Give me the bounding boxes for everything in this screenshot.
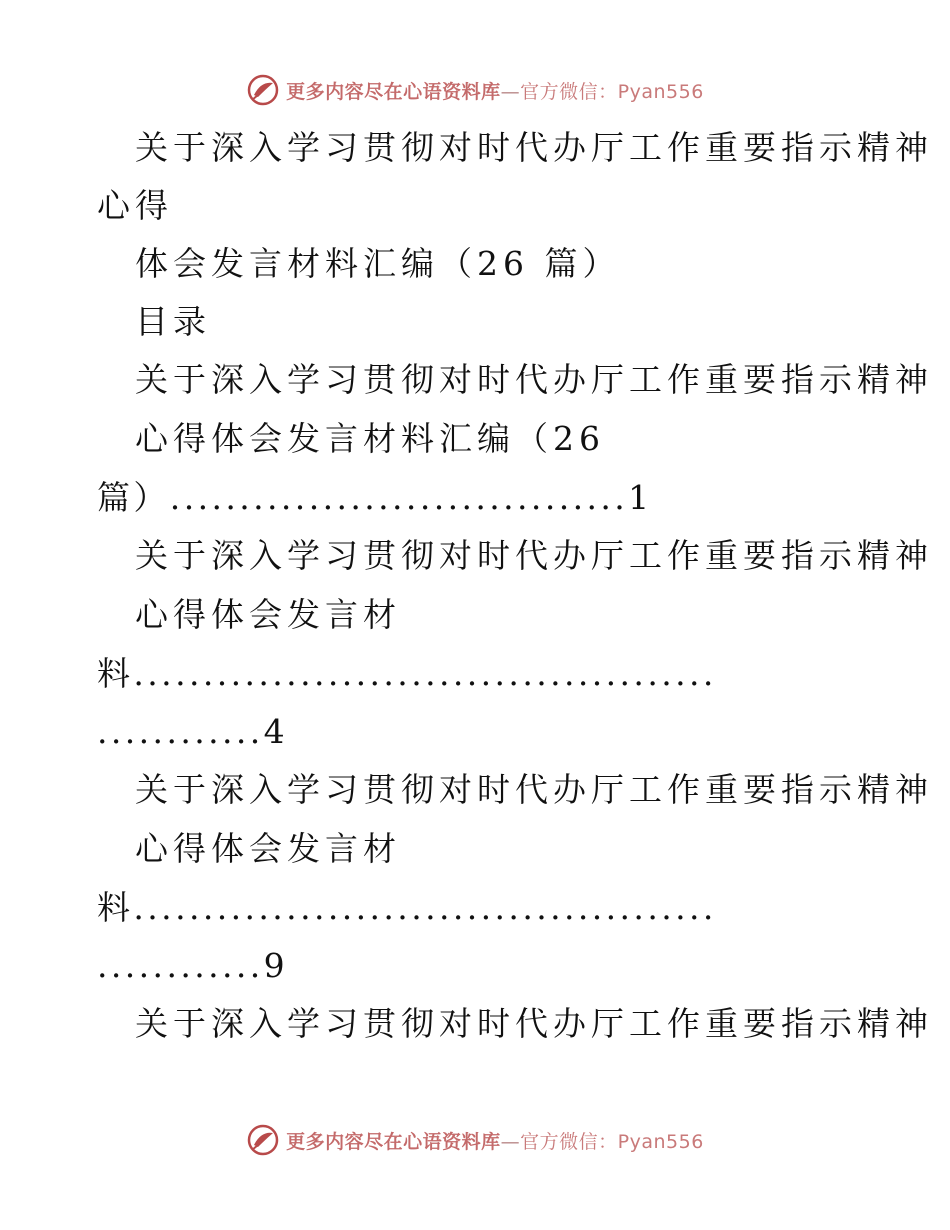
- doc-title-line-2: 心得: [97, 186, 173, 225]
- toc-entry-1-line-1[interactable]: 关于深入学习贯彻对时代办厅工作重要指示精神: [135, 360, 933, 399]
- toc-entry-1-line-3[interactable]: 篇）.................................1: [97, 478, 653, 517]
- toc-entry-3-line-1[interactable]: 关于深入学习贯彻对时代办厅工作重要指示精神: [135, 770, 933, 809]
- toc-entry-2-line-3[interactable]: 料..........................................: [97, 654, 717, 693]
- footer-banner-text: [286, 1127, 704, 1154]
- doc-title-line-3: 体会发言材料汇编（26 篇）: [135, 244, 621, 283]
- footer-brand-suffix: 官方微信：Pyan556: [520, 1130, 704, 1153]
- header-brand-separator: —: [500, 80, 521, 103]
- header-brand-suffix: 官方微信：Pyan556: [520, 80, 704, 103]
- pen-circle-icon: [246, 1123, 280, 1157]
- footer-brand-separator: —: [500, 1130, 521, 1153]
- toc-entry-3-line-2[interactable]: 心得体会发言材: [135, 829, 401, 868]
- toc-entry-4-line-1[interactable]: 关于深入学习贯彻对时代办厅工作重要指示精神: [135, 1004, 933, 1043]
- toc-entry-1-line-2[interactable]: 心得体会发言材料汇编（26: [135, 419, 605, 458]
- doc-title-line-1: 关于深入学习贯彻对时代办厅工作重要指示精神: [135, 128, 933, 167]
- header-brand-main: 更多内容尽在心语资料库: [286, 80, 501, 103]
- footer-banner: [0, 1120, 950, 1160]
- footer-brand-main: 更多内容尽在心语资料库: [286, 1130, 501, 1153]
- toc-entry-3-line-3[interactable]: 料..........................................: [97, 888, 717, 927]
- toc-entry-3-line-4[interactable]: ............9: [97, 946, 289, 985]
- toc-entry-2-line-4[interactable]: ............4: [97, 712, 289, 751]
- toc-entry-2-line-2[interactable]: 心得体会发言材: [135, 595, 401, 634]
- toc-entry-2-line-1[interactable]: 关于深入学习贯彻对时代办厅工作重要指示精神: [135, 536, 933, 575]
- toc-heading: 目录: [135, 302, 211, 341]
